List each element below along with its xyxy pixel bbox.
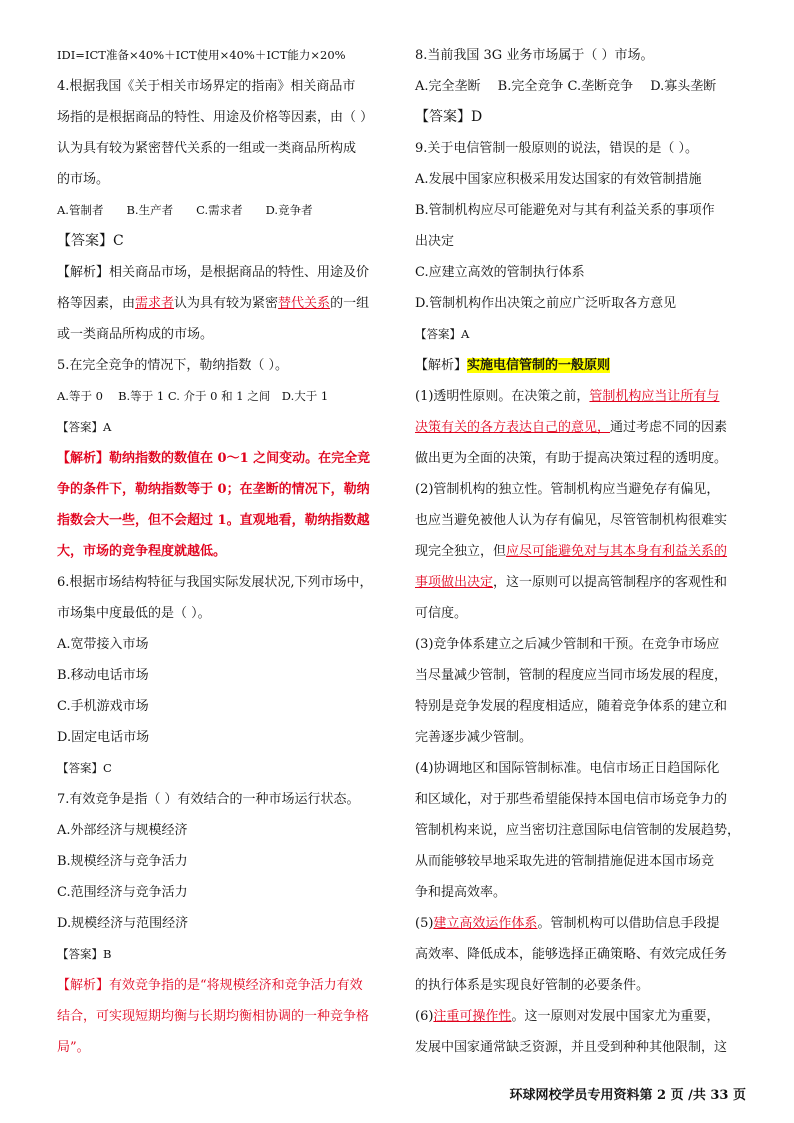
q9-option-a: A.发展中国家应积极采用发达国家的有效管制措施 — [415, 172, 702, 187]
q7-analysis-1: 【解析】有效竞争指的是“将规模经济和竞争活力有效 — [57, 978, 363, 993]
q6-option-c: C.手机游戏市场 — [57, 699, 149, 714]
q8-answer: 【答案】D — [415, 109, 483, 125]
principle-2-line-4: 事项做出决定，这一原则可以提高管制程序的客观性和 — [415, 575, 728, 590]
q6-stem-2: 市场集中度最低的是（ ）。 — [57, 606, 211, 621]
q7-answer: 【答案】B — [57, 947, 112, 961]
q9-option-b: B.管制机构应尽可能避免对与其有利益关系的事项作 — [415, 203, 715, 218]
q9-analysis-title: 【解析】实施电信管制的一般原则 — [415, 358, 611, 373]
left-column — [57, 40, 402, 1063]
principle-2-line-3: 现完全独立，但应尽可能避免对与其本身有利益关系的 — [415, 544, 728, 559]
q4-answer: 【答案】C — [57, 233, 124, 249]
principle-4-line-2: 和区域化，对于那些希望能保持本国电信市场竞争力的 — [415, 792, 728, 807]
principle-4-line-1: (4)协调地区和国际管制标准。电信市场正日趋国际化 — [415, 761, 720, 776]
principle-2-line-5: 可信度。 — [415, 606, 468, 621]
right-column — [415, 40, 755, 1063]
q5-analysis-4: 大，市场的竞争程度就越低。 — [57, 544, 227, 559]
principle-5-line-2: 高效率、降低成本，能够选择正确策略、有效完成任务 — [415, 947, 728, 962]
principle-4-line-4: 从而能够较早地采取先进的管制措施促进本国市场竞 — [415, 854, 715, 869]
q7-stem: 7.有效竞争是指（ ）有效结合的一种市场运行状态。 — [57, 792, 360, 807]
principle-1-line-3: 做出更为全面的决策，有助于提高决策过程的透明度。 — [415, 451, 728, 466]
q7-option-d: D.规模经济与范围经济 — [57, 916, 189, 931]
q5-answer: 【答案】A — [57, 420, 112, 434]
principle-6-line-2: 发展中国家通常缺乏资源，并且受到种种其他限制，这 — [415, 1040, 728, 1055]
principle-3-line-2: 当尽量减少管制，管制的程度应当同市场发展的程度， — [415, 668, 728, 683]
q8-stem: 8.当前我国 3G 业务市场属于（ ）市场。 — [415, 48, 654, 63]
principle-3-line-1: (3)竞争体系建立之后减少管制和干预。在竞争市场应 — [415, 637, 720, 652]
idi-formula: IDI=ICT准备×40%＋ICT使用×40%＋ICT能力×20% — [57, 48, 346, 62]
principle-2-line-1: (2)管制机构的独立性。管制机构应当避免存有偏见， — [415, 482, 720, 497]
q4-stem-3: 认为具有较为紧密替代关系的一组或一类商品所构成 — [57, 141, 357, 156]
principle-5-line-1: (5)建立高效运作体系。管制机构可以借助信息手段提 — [415, 916, 720, 931]
q6-option-d: D.固定电话市场 — [57, 730, 150, 745]
q4-stem-1: 4.根据我国《关于相关市场界定的指南》相关商品市 — [57, 79, 356, 94]
q4-analysis-2: 格等因素，由需求者认为具有较为紧密替代关系的一组 — [57, 296, 370, 311]
q8-options: A.完全垄断 B.完全竞争 C.垄断竞争 D.寡头垄断 — [415, 79, 717, 94]
page-total: 33 — [710, 1088, 729, 1103]
principle-6-line-1: (6)注重可操作性。这一原则对发展中国家尤为重要， — [415, 1009, 720, 1024]
q5-analysis-3: 指数会大一些，但不会超过 1。直观地看，勒纳指数越 — [57, 513, 370, 528]
q4-analysis-3: 或一类商品所构成的市场。 — [57, 327, 214, 342]
page-footer: 环球网校学员专用资料第 2 页 /共 33 页 — [509, 1088, 746, 1103]
q9-option-c: C.应建立高效的管制执行体系 — [415, 265, 585, 280]
q6-answer: 【答案】C — [57, 761, 112, 775]
q9-stem: 9.关于电信管制一般原则的说法，错误的是（ ）。 — [415, 141, 699, 156]
q5-stem: 5.在完全竞争的情况下，勒纳指数（ ）。 — [57, 358, 289, 373]
q7-analysis-2: 结合，可实现短期均衡与长期均衡相协调的一种竞争格 — [57, 1009, 370, 1024]
principle-5-line-3: 的执行体系是实现良好管制的必要条件。 — [415, 978, 650, 993]
q7-option-c: C.范围经济与竞争活力 — [57, 885, 188, 900]
q7-analysis-3: 局”。 — [57, 1040, 90, 1055]
principle-1-line-1: (1)透明性原则。在决策之前，管制机构应当让所有与 — [415, 389, 720, 404]
q7-option-b: B.规模经济与竞争活力 — [57, 854, 188, 869]
q4-stem-4: 的市场。 — [57, 172, 110, 187]
principle-3-line-3: 特别是竞争发展的程度相适应，随着竞争体系的建立和 — [415, 699, 728, 714]
q5-analysis-1: 【解析】勒纳指数的数值在 0～1 之间变动。在完全竞 — [57, 451, 371, 466]
q9-option-b-cont: 出决定 — [415, 234, 455, 249]
principle-3-line-4: 完善逐步减少管制。 — [415, 730, 533, 745]
q6-stem-1: 6.根据市场结构特征与我国实际发展状况,下列市场中， — [57, 575, 373, 590]
principle-4-line-5: 争和提高效率。 — [415, 885, 507, 900]
q9-option-d: D.管制机构作出决策之前应广泛听取各方意见 — [415, 296, 677, 311]
q5-options: A.等于 0 B.等于 1 C. 介于 0 和 1 之间 D.大于 1 — [57, 389, 329, 403]
q5-analysis-2: 争的条件下，勒纳指数等于 0；在垄断的情况下，勒纳 — [57, 482, 370, 497]
q6-option-a: A.宽带接入市场 — [57, 637, 149, 652]
q4-stem-2: 场指的是根据商品的特性、用途及价格等因素，由（ ） — [57, 110, 374, 125]
q4-analysis-1: 【解析】相关商品市场，是根据商品的特性、用途及价 — [57, 265, 370, 280]
principle-1-line-2: 决策有关的各方表达自己的意见，通过考虑不同的因素 — [415, 420, 728, 435]
page-number: 2 — [657, 1088, 667, 1103]
q6-option-b: B.移动电话市场 — [57, 668, 149, 683]
q7-option-a: A.外部经济与规模经济 — [57, 823, 188, 838]
q4-options: A.管制者 B.生产者 C.需求者 D.竞争者 — [57, 203, 313, 217]
principle-2-line-2: 也应当避免被他人认为存有偏见，尽管管制机构很难实 — [415, 513, 728, 528]
principle-4-line-3: 管制机构来说，应当密切注意国际电信管制的发展趋势， — [415, 823, 741, 838]
q9-answer: 【答案】A — [415, 327, 470, 341]
